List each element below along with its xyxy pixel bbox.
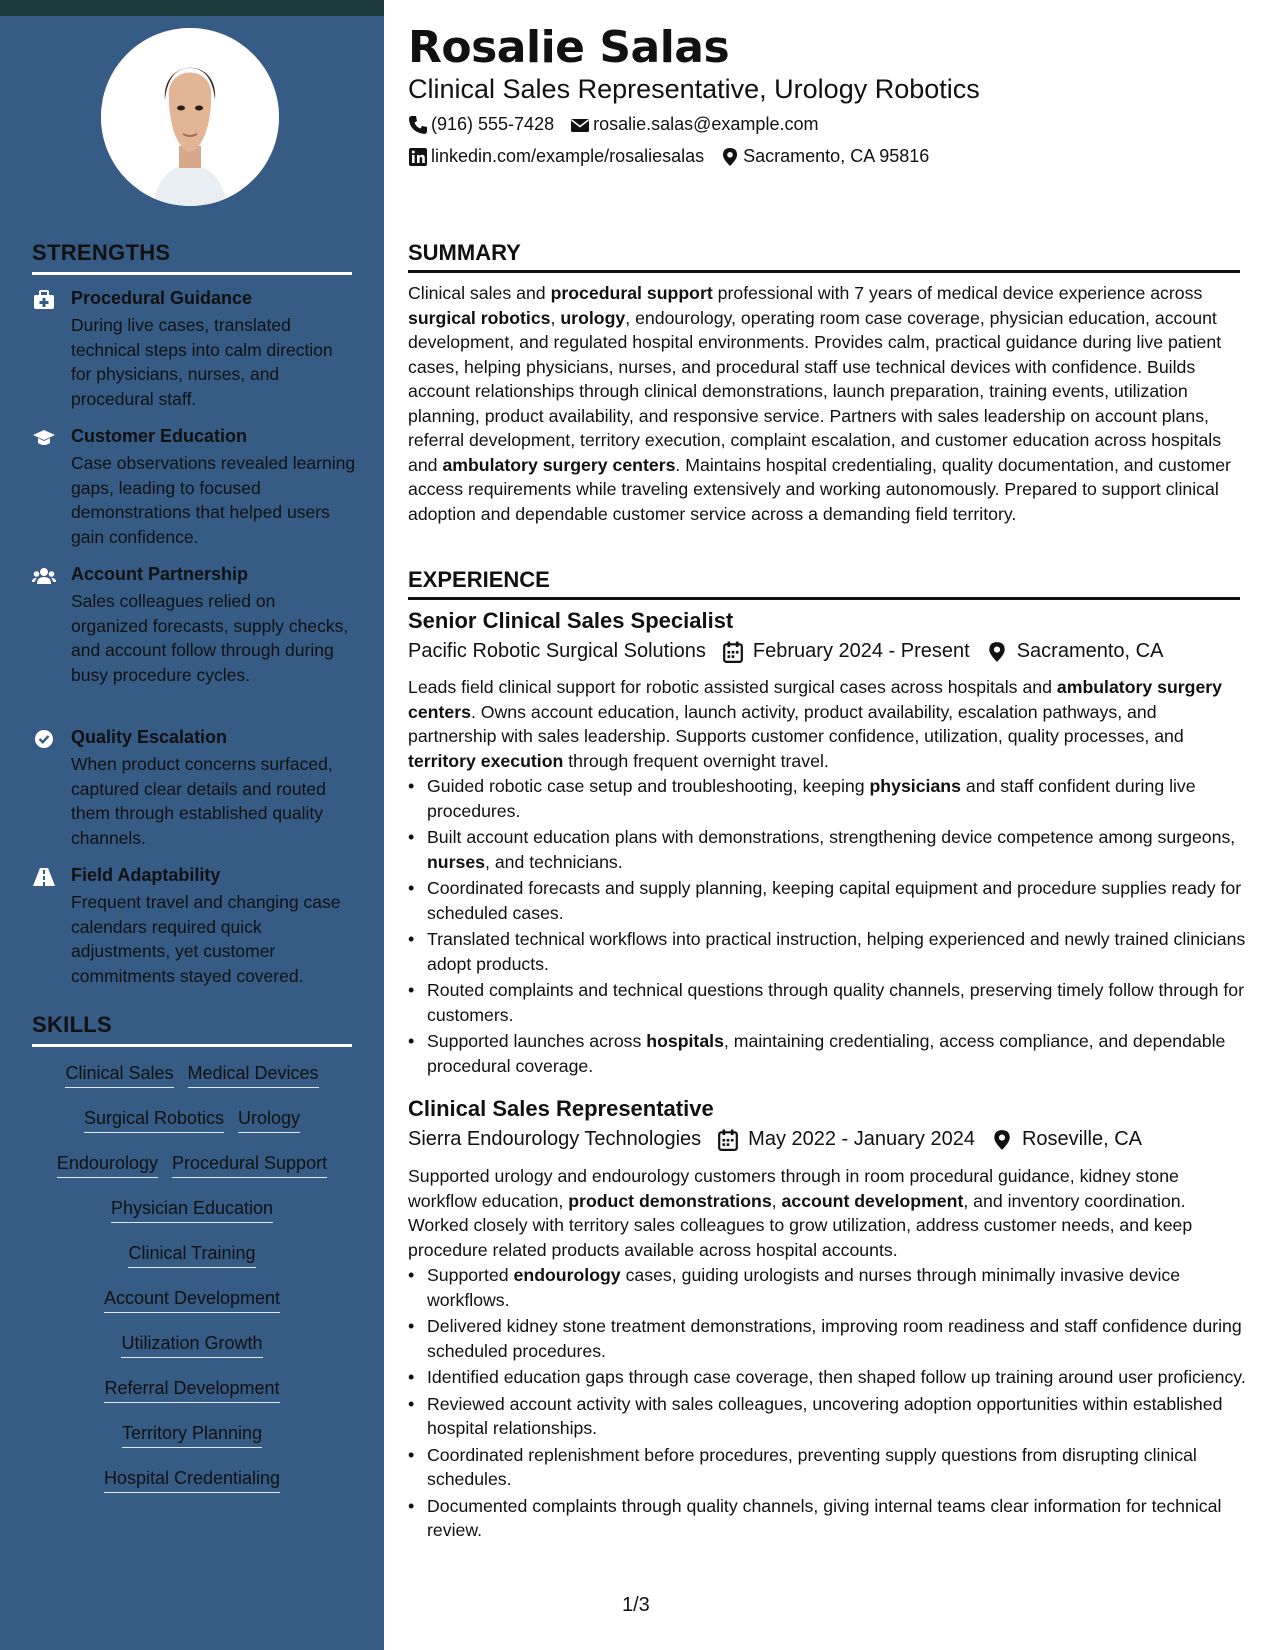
map-pin-icon bbox=[720, 147, 740, 167]
skills-heading: SKILLS bbox=[32, 1012, 352, 1047]
job-meta bbox=[408, 1128, 1142, 1151]
top-accent-bar bbox=[0, 0, 384, 16]
skill-tag: Hospital Credentialing bbox=[104, 1468, 280, 1493]
bullet-item: • Documented complaints through quality channels, giving internal teams clear information for technical review. bbox=[427, 1494, 1259, 1543]
candidate-name: Rosalie Salas bbox=[408, 22, 730, 73]
bullet-item: • Supported launches across hospitals, maintaining credentialing, access compliance, and dependable procedural coverage. bbox=[427, 1029, 1259, 1078]
skills-row bbox=[0, 1288, 384, 1313]
strength-title: Field Adaptability bbox=[71, 865, 221, 885]
skill-tag: Physician Education bbox=[111, 1198, 273, 1223]
skill-tag: Surgical Robotics bbox=[84, 1108, 224, 1133]
experience-heading: EXPERIENCE bbox=[408, 567, 1240, 600]
bullet-item: • Coordinated replenishment before procedures, preventing supply questions from disrupting clinical schedules. bbox=[427, 1443, 1259, 1492]
candidate-role: Clinical Sales Representative, Urology Robotics bbox=[408, 74, 980, 104]
summary-text: Clinical sales and procedural support professional with 7 years of medical device experience across surgical robotics, urology, endourology, operating room case coverage, physician education, account development, and regulated hospital environments. Provides calm, practical guidance during live patient cases, helping physicians, nurses, and procedural staff use technical devices with confidence. Builds account relationships through clinical demonstrations, launch preparation, training events, utilization planning, product availability, and responsive service. Partners with sales leadership on account plans, referral development, territory execution, complaint escalation, and customer education across hospitals and ambulatory surgery centers. Maintains hospital credentialing, quality documentation, and customer access requirements while traveling extensively and working autonomously. Prepared to support clinical adoption and dependable customer service across a demanding field territory. bbox=[408, 283, 1231, 524]
strength-description: Case observations revealed learning gaps, leading to focused demonstrations that helped users gain confidence. bbox=[71, 453, 356, 547]
job-dates: February 2024 - Present bbox=[752, 640, 970, 662]
skills-row bbox=[0, 1153, 384, 1178]
envelope-icon bbox=[570, 115, 590, 135]
skill-tag: Medical Devices bbox=[188, 1063, 319, 1088]
skill-tag: Procedural Support bbox=[172, 1153, 327, 1178]
phone-text[interactable]: (916) 555-7428 bbox=[431, 114, 555, 134]
bullet-item: • Built account education plans with demonstrations, strengthening device competence among surgeons, nurses, and technicians. bbox=[427, 825, 1259, 874]
skills-row bbox=[0, 1063, 384, 1088]
job-location: Roseville, CA bbox=[1021, 1128, 1143, 1150]
road-icon bbox=[32, 867, 56, 887]
skill-tag: Utilization Growth bbox=[121, 1333, 262, 1358]
skill-tag: Account Development bbox=[104, 1288, 280, 1313]
job-description: Leads field clinical support for robotic assisted surgical cases across hospitals and ambulatory surgery centers. Owns account education, launch activity, product availability, escalation pathways, and partnership with sales leadership. Supports customer confidence, utilization, quality processes, and territory execution through frequent overnight travel. bbox=[408, 677, 1223, 771]
bullet-item: • Reviewed account activity with sales colleagues, uncovering adoption opportunities within established hospital relationships. bbox=[427, 1392, 1259, 1441]
profile-photo bbox=[101, 28, 279, 206]
users-icon bbox=[32, 566, 56, 586]
bullet-item: • Translated technical workflows into practical instruction, helping experienced and newly trained clinicians adopt products. bbox=[427, 927, 1259, 976]
job-bullets bbox=[408, 1263, 1259, 1545]
job-title: Clinical Sales Representative bbox=[408, 1096, 714, 1121]
strength-title: Account Partnership bbox=[71, 564, 249, 584]
location-text: Sacramento, CA 95816 bbox=[743, 146, 930, 166]
job-description: Supported urology and endourology customers through in room procedural guidance, kidney stone workflow education, product demonstrations, account development, and inventory coordination. Worked closely with territory sales colleagues to grow utilization, address customer needs, and keep procedure related products available across hospital accounts. bbox=[408, 1166, 1193, 1260]
calendar-icon bbox=[722, 641, 744, 663]
contact-line bbox=[408, 114, 818, 135]
strength-description: When product concerns surfaced, captured clear details and routed them through established quality channels. bbox=[71, 754, 333, 848]
skills-row bbox=[0, 1198, 384, 1223]
linkedin-icon bbox=[408, 147, 428, 167]
skills-row bbox=[0, 1468, 384, 1493]
bullet-item: • Routed complaints and technical questions through quality channels, preserving timely follow through for customers. bbox=[427, 978, 1259, 1027]
skill-tag: Urology bbox=[238, 1108, 300, 1133]
strength-title: Customer Education bbox=[71, 426, 248, 446]
medkit-icon bbox=[32, 290, 56, 310]
skills-row bbox=[0, 1333, 384, 1358]
strength-description: Sales colleagues relied on organized forecasts, supply checks, and account follow through during busy procedure cycles. bbox=[71, 591, 349, 685]
bullet-item: • Delivered kidney stone treatment demonstrations, improving room readiness and staff confidence during scheduled procedures. bbox=[427, 1314, 1259, 1363]
map-pin-icon bbox=[986, 641, 1008, 663]
contact-line bbox=[408, 146, 929, 167]
check-circle-icon bbox=[32, 729, 56, 749]
strength-title: Procedural Guidance bbox=[71, 288, 253, 308]
skill-tag: Referral Development bbox=[104, 1378, 279, 1403]
strength-description: Frequent travel and changing case calendars required quick adjustments, yet customer commitments stayed covered. bbox=[71, 892, 341, 986]
skill-tag: Territory Planning bbox=[122, 1423, 262, 1448]
strengths-heading: STRENGTHS bbox=[32, 240, 352, 275]
skills-row bbox=[0, 1378, 384, 1403]
job-bullets bbox=[408, 774, 1259, 1080]
map-pin-icon bbox=[991, 1129, 1013, 1151]
company-name: Sierra Endourology Technologies bbox=[408, 1128, 702, 1150]
job-dates: May 2022 - January 2024 bbox=[748, 1128, 975, 1150]
strength-title: Quality Escalation bbox=[71, 727, 228, 747]
skill-tag: Clinical Sales bbox=[65, 1063, 173, 1088]
graduation-cap-icon bbox=[32, 428, 56, 448]
company-name: Pacific Robotic Surgical Solutions bbox=[408, 640, 706, 662]
skill-tag: Endourology bbox=[57, 1153, 158, 1178]
job-location: Sacramento, CA bbox=[1016, 640, 1164, 662]
skill-tag: Clinical Training bbox=[128, 1243, 255, 1268]
job-title: Senior Clinical Sales Specialist bbox=[408, 608, 734, 633]
bullet-item: • Identified education gaps through case coverage, then shaped follow up training around user proficiency. bbox=[427, 1365, 1259, 1390]
bullet-item: • Supported endourology cases, guiding urologists and nurses through minimally invasive device workflows. bbox=[427, 1263, 1259, 1312]
bullet-item: • Guided robotic case setup and troubleshooting, keeping physicians and staff confident during live procedures. bbox=[427, 774, 1259, 823]
email-link[interactable]: rosalie.salas@example.com bbox=[593, 114, 819, 134]
bullet-item: • Coordinated forecasts and supply planning, keeping capital equipment and procedure supplies ready for scheduled cases. bbox=[427, 876, 1259, 925]
job-meta bbox=[408, 640, 1163, 663]
skills-row bbox=[0, 1423, 384, 1448]
summary-heading: SUMMARY bbox=[408, 240, 1240, 273]
page-number: 1/3 bbox=[622, 1594, 650, 1616]
skills-row bbox=[0, 1108, 384, 1133]
skills-row bbox=[0, 1243, 384, 1268]
calendar-icon bbox=[717, 1129, 739, 1151]
phone-icon bbox=[408, 115, 428, 135]
linkedin-link[interactable]: linkedin.com/example/rosaliesalas bbox=[431, 146, 705, 166]
strength-description: During live cases, translated technical steps into calm direction for physicians, nurses, and procedural staff. bbox=[71, 315, 333, 409]
